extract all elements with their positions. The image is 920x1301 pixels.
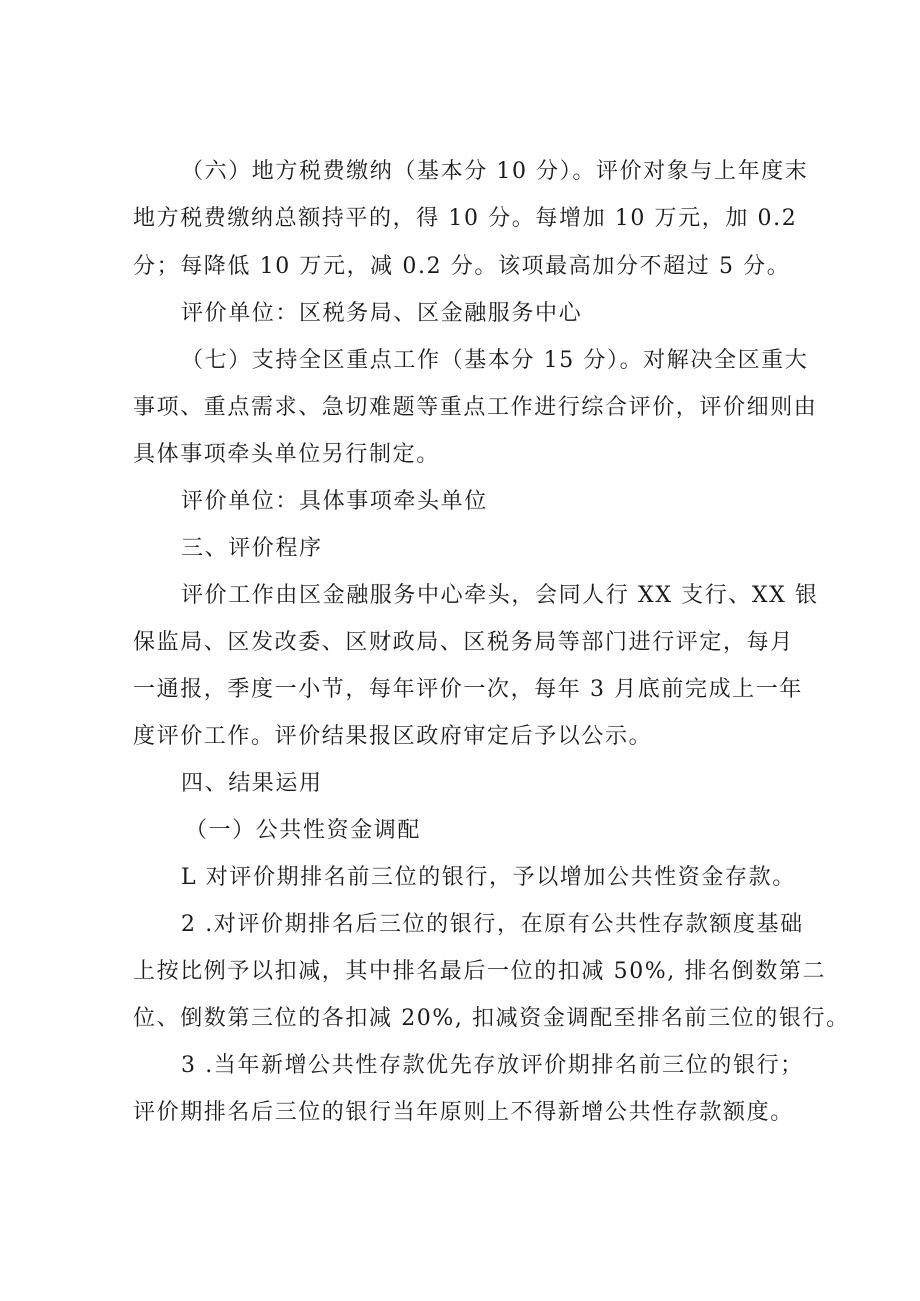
evaluation-unit-line: 评价单位：区税务局、区金融服务中心	[181, 301, 583, 326]
paragraph-line: 保监局、区发改委、区财政局、区税务局等部门进行评定，每月	[133, 630, 794, 655]
paragraph-line: 地方税费缴纳总额持平的，得 10 分。每增加 10 万元，加 0.2	[133, 206, 798, 231]
paragraph-line: 事项、重点需求、急切难题等重点工作进行综合评价，评价细则由	[133, 395, 818, 420]
paragraph-line: （七）支持全区重点工作（基本分 15 分）。对解决全区重大	[181, 348, 809, 373]
section-heading: 四、结果运用	[181, 771, 323, 796]
list-item: 评价期排名后三位的银行当年原则上不得新增公共性存款额度。	[133, 1100, 794, 1125]
paragraph-line: 具体事项牵头单位另行制定。	[133, 442, 440, 467]
list-item: 位、倒数第三位的各扣减 20%, 扣减资金调配至排名前三位的银行。	[133, 1006, 850, 1031]
subsection-heading: （一）公共性资金调配	[185, 818, 422, 843]
paragraph-line: （六）地方税费缴纳（基本分 10 分）。评价对象与上年度末	[181, 159, 809, 184]
paragraph-line: 评价工作由区金融服务中心牵头，会同人行 XX 支行、XX 银	[181, 583, 819, 608]
list-item: 上按比例予以扣减，其中排名最后一位的扣减 50%, 排名倒数第二	[133, 959, 827, 984]
evaluation-unit-line: 评价单位：具体事项牵头单位	[181, 489, 488, 514]
section-heading: 三、评价程序	[181, 536, 323, 561]
paragraph-line: 度评价工作。评价结果报区政府审定后予以公示。	[133, 724, 653, 749]
list-item: 2 .对评价期排名后三位的银行，在原有公共性存款额度基础	[181, 912, 804, 937]
paragraph-line: 一通报，季度一小节，每年评价一次，每年 3 月底前完成上一年	[133, 677, 803, 702]
list-item: L 对评价期排名前三位的银行，予以增加公共性资金存款。	[181, 865, 796, 890]
list-item: 3 .当年新增公共性存款优先存放评价期排名前三位的银行；	[181, 1053, 804, 1078]
paragraph-line: 分；每降低 10 万元，减 0.2 分。该项最高加分不超过 5 分。	[133, 254, 791, 279]
